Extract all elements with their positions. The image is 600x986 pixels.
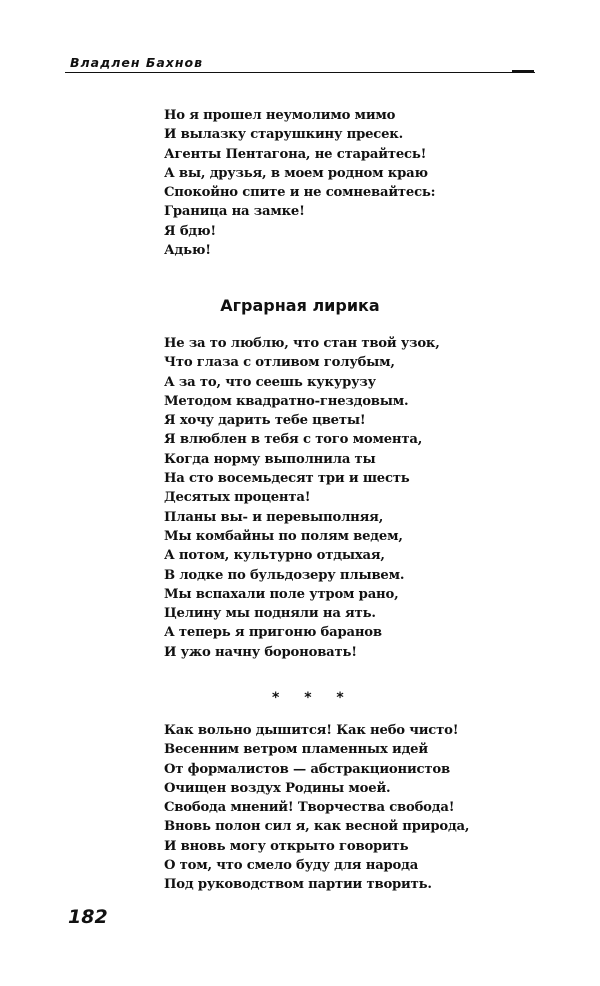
header-rule	[65, 72, 535, 73]
verse-line: А потом, культурно отдыхая,	[164, 548, 385, 564]
verse-line: А за то, что сеешь кукурузу	[164, 374, 376, 390]
verse-line: Очищен воздух Родины моей.	[164, 780, 391, 796]
poem-title-text: Аграрная лирика	[220, 296, 380, 315]
verse-line: Десятых процента!	[164, 490, 311, 506]
verse-line: Но я прошел неумолимо мимо	[164, 108, 396, 123]
poem-3-stanza	[164, 721, 469, 895]
page-number: 182	[68, 906, 108, 928]
stanza-separator: * * *	[272, 690, 354, 706]
verse-line: Я влюблен в тебя с того момента,	[164, 432, 423, 448]
poem-1-stanza	[164, 106, 435, 260]
verse-line: Мы комбайны по полям ведем,	[164, 528, 403, 544]
verse-line: И вновь могу открыто говорить	[164, 838, 409, 854]
verse-line: Агенты Пентагона, не старайтесь!	[164, 146, 427, 162]
verse-line: Вновь полон сил я, как весной природа,	[164, 819, 470, 835]
verse-line: Когда норму выполнила ты	[164, 451, 376, 467]
verse-line: А теперь я пригоню баранов	[164, 625, 382, 641]
header-rule-tick	[512, 70, 534, 72]
verse-line: Мы вспахали поле утром рано,	[164, 586, 399, 602]
verse-line: И ужо начну бороновать!	[164, 644, 357, 660]
verse-line: Под руководством партии творить.	[164, 877, 432, 893]
verse-line: На сто восемьдесят три и шесть	[164, 471, 410, 487]
verse-line: Не за то люблю, что стан твой узок,	[164, 336, 440, 351]
verse-line: Граница на замке!	[164, 204, 305, 220]
verse-line: Весенним ветром пламенных идей	[164, 742, 428, 758]
poem-title	[0, 296, 600, 315]
verse-line: Свобода мнений! Творчества свобода!	[164, 800, 455, 816]
verse-line: А вы, друзья, в моем родном краю	[164, 165, 428, 181]
verse-line: О том, что смело буду для народа	[164, 858, 419, 874]
verse-line: Как вольно дышится! Как небо чисто!	[164, 723, 459, 738]
verse-line: И вылазку старушкину пресек.	[164, 127, 404, 143]
verse-line: Что глаза с отливом голубым,	[164, 355, 395, 371]
verse-line: Целину мы подняли на ять.	[164, 606, 376, 622]
poem-2-stanza	[164, 334, 440, 662]
running-head: Владлен Бахнов	[70, 55, 203, 70]
verse-line: Адью!	[164, 243, 211, 259]
verse-line: В лодке по бульдозеру плывем.	[164, 567, 405, 583]
verse-line: От формалистов — абстракционистов	[164, 761, 450, 777]
verse-line: Спокойно спите и не сомневайтесь:	[164, 185, 436, 201]
verse-line: Я бдю!	[164, 223, 216, 239]
verse-line: Планы вы- и перевыполняя,	[164, 509, 384, 525]
verse-line: Я хочу дарить тебе цветы!	[164, 413, 366, 429]
verse-line: Методом квадратно-гнездовым.	[164, 393, 409, 409]
